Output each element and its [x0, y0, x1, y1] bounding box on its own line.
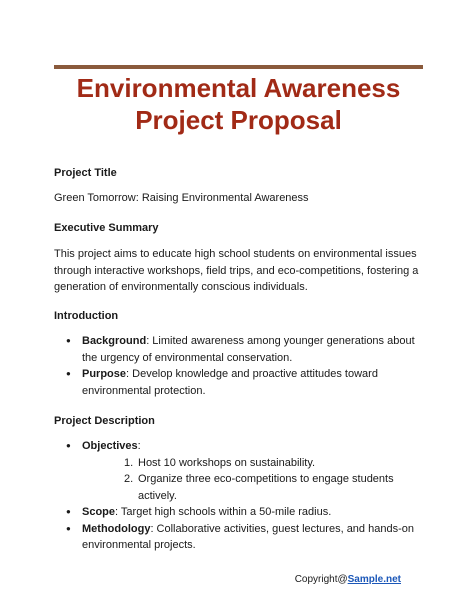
executive-summary-text: This project aims to educate high school students on environmental issues through interactive workshops, field trips, and eco-competitions, fostering a generation of environmentally conscious individuals. [54, 248, 419, 293]
background-text: : Limited awareness among younger generations about the urgency of environmental conservation. [82, 335, 415, 364]
introduction-heading: Introduction [54, 310, 119, 322]
project-title-heading: Project Title [54, 167, 117, 179]
objective-text: Host 10 workshops on sustainability. [138, 456, 316, 469]
scope-label: Scope [82, 506, 116, 518]
sample-net-link[interactable]: Sample.net [347, 574, 401, 585]
list-item [54, 438, 426, 504]
methodology-text: : Collaborative activities, guest lectures, and hands-on environmental projects. [82, 522, 414, 551]
list-item [54, 333, 426, 366]
methodology-label: Methodology [82, 522, 151, 535]
objectives-label: Objectives [82, 440, 138, 452]
purpose-text: : Develop knowledge and proactive attitudes toward environmental protection. [82, 368, 378, 397]
document-title [54, 72, 423, 136]
objective-text: Organize three eco-competitions to engage students actively. [138, 473, 394, 502]
objectives-list [82, 455, 426, 505]
list-item [82, 471, 426, 504]
objectives-colon: : [137, 440, 141, 452]
purpose-label: Purpose [82, 368, 127, 380]
project-description-heading: Project Description [54, 415, 155, 427]
item-number: 2. [124, 473, 134, 485]
top-divider [54, 65, 423, 69]
title-line-2: Project Proposal [135, 105, 342, 135]
title-line-1: Environmental Awareness [76, 73, 401, 103]
list-item [54, 366, 426, 399]
copyright-prefix: Copyright@ [294, 574, 348, 585]
project-title-text: Green Tomorrow: Raising Environmental Awareness [54, 192, 309, 204]
executive-summary-heading: Executive Summary [54, 222, 159, 234]
background-label: Background [82, 335, 147, 347]
scope-text: : Target high schools within a 50-mile radius. [115, 506, 332, 518]
introduction-list [54, 333, 426, 399]
list-item [82, 455, 426, 472]
footer-copyright [295, 574, 401, 585]
project-description-list [54, 438, 426, 554]
list-item [54, 504, 426, 521]
item-number: 1. [124, 456, 134, 469]
list-item [54, 521, 426, 554]
